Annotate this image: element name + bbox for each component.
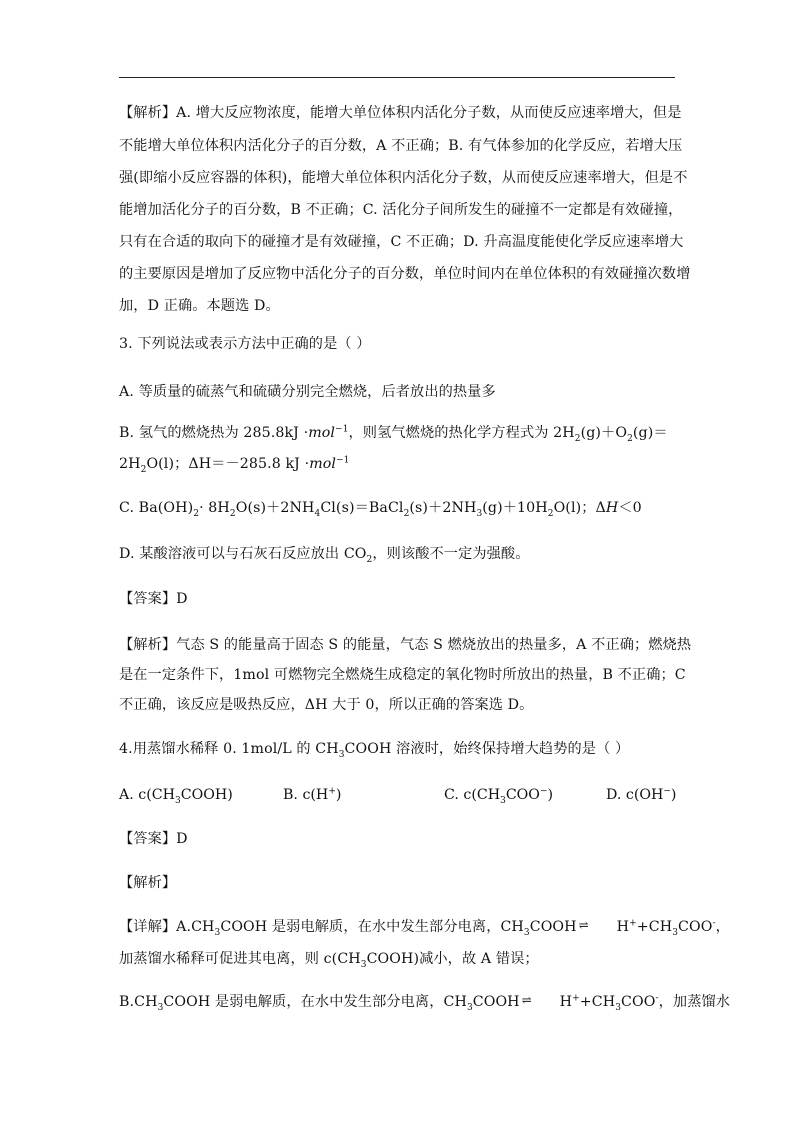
reversible-arrow-icon: ⇌ (521, 993, 530, 1007)
q3-analysis-line-3: 不正确，该反应是吸热反应，ΔH 大于 0，所以正确的答案选 D。 (119, 697, 534, 713)
q2-analysis-line-3: 强(即缩小反应容器的体积)，能增大单位体积内活化分子数，从而使反应速率增大，但是不 (119, 170, 688, 186)
q3-option-a: A. 等质量的硫蒸气和硫磺分别完全燃烧，后者放出的热量多 (119, 384, 496, 400)
header-rule (119, 77, 675, 78)
q3-analysis-line-1: 【解析】气态 S 的能量高于固态 S 的能量，气态 S 燃烧放出的热量多，A 不正确；燃烧热 (119, 637, 692, 653)
q2-analysis-line-6: 的主要原因是增加了反应物中活化分子的百分数，单位时间内在单位体积的有效碰撞次数增 (119, 266, 691, 282)
q4-answer: 【答案】D (119, 831, 188, 847)
q3-option-b-line-2: $2H_2O(l)$；ΔH＝－285.8 kJ ·mol$^{-1}$ (119, 455, 350, 475)
q2-analysis-line-2: 不能增大单位体积内活化分子的百分数，A 不正确；B. 有气体参加的化学反应，若增大压 (119, 138, 683, 154)
q3-answer: 【答案】D (119, 591, 188, 607)
q4-analysis-title: 【解析】 (119, 875, 177, 891)
q3-option-d: D. 某酸溶液可以与石灰石反应放出 $CO_2$，则该酸不一定为强酸。 (119, 546, 530, 565)
q4-option-b: B. c(H+) (283, 786, 342, 803)
q3-stem: 3. 下列说法或表示方法中正确的是（ ） (119, 336, 371, 352)
q3-option-c: C. $Ba(OH)_2\cdot$ $8H_2O(s)+2NH_4Cl(s)=BaCl_2(s)+2NH_3(g)+10H_2O(l)$；ΔH＜0 (119, 500, 642, 519)
q4-option-a: A. $c(CH_3COOH)$ (119, 787, 233, 806)
q2-analysis-line-5: 只有在合适的取向下的碰撞才是有效碰撞，C 不正确；D. 升高温度能使化学反应速率增大 (119, 234, 684, 250)
q4-detail-a-line-1: 【详解】$A.CH_3COOH$ 是弱电解质，在水中发生部分电离，$CH_3COOH$ ⇌ $H^++CH_3COO^-$， (119, 918, 730, 938)
q2-analysis-line-4: 能增加活化分子的百分数，B 不正确；C. 活化分子间所发生的碰撞不一定都是有效碰撞， (119, 202, 683, 218)
q4-stem: 4.用蒸馏水稀释 0. 1mol/L 的 $CH_3COOH$ 溶液时，始终保持增大趋势的是（ ） (119, 741, 630, 760)
q2-analysis-line-1: 【解析】A. 增大反应物浓度，能增大单位体积内活化分子数，从而使反应速率增大，但是 (119, 105, 682, 121)
q4-detail-b-line-1: $B.CH_3COOH$ 是弱电解质，在水中发生部分电离，$CH_3COOH$ ⇌ $H^++CH_3COO^-$，加蒸馏水 (119, 993, 731, 1013)
q3-analysis-line-2: 是在一定条件下，1mol 可燃物完全燃烧生成稳定的氧化物时所放出的热量，B 不正确；C (119, 667, 686, 683)
q3-option-b-line-1: B. 氢气的燃烧热为 285.8kJ ·mol$^{-1}$，则氢气燃烧的热化学方程式为 $2H_2(g)+O_2(g)=$ (119, 424, 668, 444)
q4-option-d: D. c(OH−) (606, 786, 677, 803)
q4-option-c: C. $c(CH_3COO^-)$ (444, 786, 554, 806)
q4-detail-a-line-2: 加蒸馏水稀释可促进其电离，则 $c(CH_3COOH)$减小，故 A 错误； (119, 951, 539, 970)
reversible-arrow-icon: ⇌ (578, 918, 587, 932)
q2-analysis-line-7: 加，D 正确。本题选 D。 (119, 298, 280, 314)
